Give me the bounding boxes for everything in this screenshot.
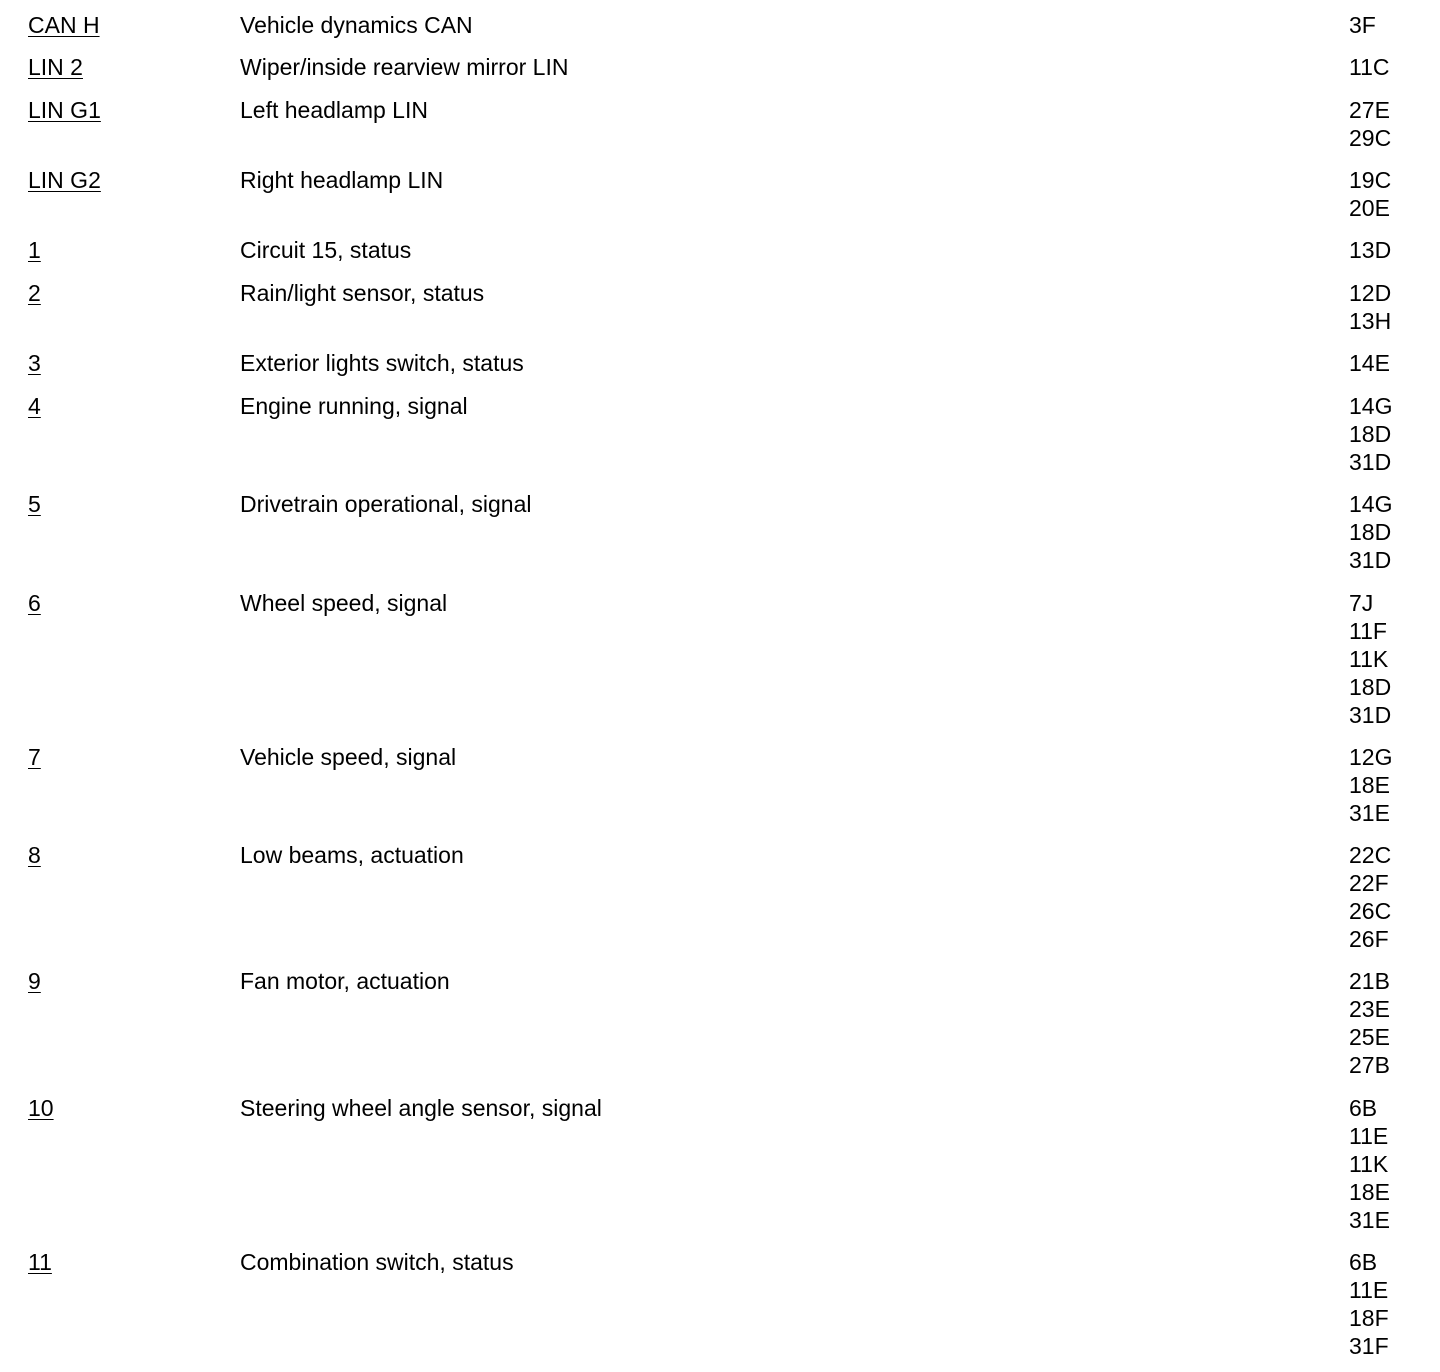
legend-description: Engine running, signal — [240, 393, 468, 419]
legend-code-link[interactable]: 7 — [28, 744, 41, 770]
legend-description: Wheel speed, signal — [240, 590, 448, 616]
legend-description: Wiper/inside rearview mirror LIN — [240, 54, 569, 80]
grid-reference: 18F — [1349, 1305, 1389, 1331]
legend-refs — [1349, 1248, 1389, 1360]
grid-reference: 13D — [1349, 237, 1392, 263]
grid-reference: 14G — [1349, 491, 1393, 517]
legend-refs — [1349, 841, 1391, 953]
legend-code-link[interactable]: LIN 2 — [28, 54, 83, 80]
grid-reference: 25E — [1349, 1024, 1390, 1050]
grid-reference: 12D — [1349, 280, 1392, 306]
legend-refs — [1349, 279, 1391, 335]
legend-refs — [1349, 1094, 1390, 1234]
grid-reference: 12G — [1349, 744, 1393, 770]
grid-reference: 6B — [1349, 1249, 1378, 1275]
legend-code-link[interactable]: 1 — [28, 237, 41, 263]
legend-code-link[interactable]: LIN G1 — [28, 97, 101, 123]
grid-reference: 31D — [1349, 449, 1392, 475]
grid-reference: 11C — [1349, 54, 1390, 80]
grid-reference: 31E — [1349, 800, 1390, 826]
legend-code-link[interactable]: 6 — [28, 590, 41, 616]
grid-reference: 14E — [1349, 350, 1390, 376]
legend-description: Vehicle speed, signal — [240, 744, 457, 770]
grid-reference: 22C — [1349, 842, 1392, 868]
grid-reference: 14G — [1349, 393, 1393, 419]
legend-refs — [1349, 743, 1392, 827]
grid-reference: 3F — [1349, 12, 1376, 38]
legend-refs — [1349, 967, 1390, 1079]
grid-reference: 31D — [1349, 547, 1392, 573]
grid-reference: 21B — [1349, 968, 1390, 994]
grid-reference: 11E — [1349, 1123, 1389, 1149]
grid-reference: 13H — [1349, 308, 1392, 334]
legend-code-link[interactable]: 9 — [28, 968, 41, 994]
grid-reference: 18E — [1349, 772, 1390, 798]
grid-reference: 18D — [1349, 519, 1392, 545]
legend-description: Circuit 15, status — [240, 237, 412, 263]
legend-description: Steering wheel angle sensor, signal — [240, 1095, 602, 1121]
grid-reference: 26C — [1349, 898, 1392, 924]
legend-description: Right headlamp LIN — [240, 167, 444, 193]
legend-description: Left headlamp LIN — [240, 97, 428, 123]
grid-reference: 11E — [1349, 1277, 1389, 1303]
legend-code-link[interactable]: LIN G2 — [28, 167, 101, 193]
legend-description: Drivetrain operational, signal — [240, 491, 532, 517]
legend-code-link[interactable]: 8 — [28, 842, 41, 868]
legend-refs — [1349, 349, 1390, 377]
grid-reference: 11K — [1349, 646, 1389, 672]
grid-reference: 7J — [1349, 590, 1374, 616]
grid-reference: 26F — [1349, 926, 1389, 952]
legend-description: Rain/light sensor, status — [240, 280, 485, 306]
grid-reference: 27B — [1349, 1052, 1390, 1078]
legend-description: Fan motor, actuation — [240, 968, 450, 994]
legend-code-link[interactable]: 10 — [28, 1095, 54, 1121]
legend-code-link[interactable]: 4 — [28, 393, 41, 419]
legend-description: Low beams, actuation — [240, 842, 464, 868]
legend-code-link[interactable]: 5 — [28, 491, 41, 517]
legend-description: Exterior lights switch, status — [240, 350, 524, 376]
legend-refs — [1349, 166, 1391, 222]
grid-reference: 27E — [1349, 97, 1390, 123]
legend-code-link[interactable]: 11 — [28, 1249, 52, 1275]
grid-reference: 19C — [1349, 167, 1392, 193]
grid-reference: 11F — [1349, 618, 1387, 644]
legend-refs — [1349, 392, 1392, 476]
grid-reference: 6B — [1349, 1095, 1378, 1121]
legend-code-link[interactable]: CAN H — [28, 12, 100, 38]
legend-refs — [1349, 53, 1390, 81]
legend-refs — [1349, 96, 1391, 152]
grid-reference: 29C — [1349, 125, 1392, 151]
grid-reference: 22F — [1349, 870, 1389, 896]
grid-reference: 18E — [1349, 1179, 1390, 1205]
grid-reference: 11K — [1349, 1151, 1389, 1177]
grid-reference: 31D — [1349, 702, 1392, 728]
legend-code-link[interactable]: 2 — [28, 280, 41, 306]
legend-description: Combination switch, status — [240, 1249, 514, 1275]
grid-reference: 23E — [1349, 996, 1390, 1022]
grid-reference: 18D — [1349, 421, 1392, 447]
grid-reference: 20E — [1349, 195, 1390, 221]
legend-description: Vehicle dynamics CAN — [240, 12, 473, 38]
legend-refs — [1349, 589, 1391, 729]
grid-reference: 18D — [1349, 674, 1392, 700]
legend-refs — [1349, 11, 1376, 39]
grid-reference: 31F — [1349, 1333, 1389, 1359]
legend-refs — [1349, 490, 1392, 574]
grid-reference: 31E — [1349, 1207, 1390, 1233]
legend-refs — [1349, 236, 1391, 264]
legend-code-link[interactable]: 3 — [28, 350, 41, 376]
